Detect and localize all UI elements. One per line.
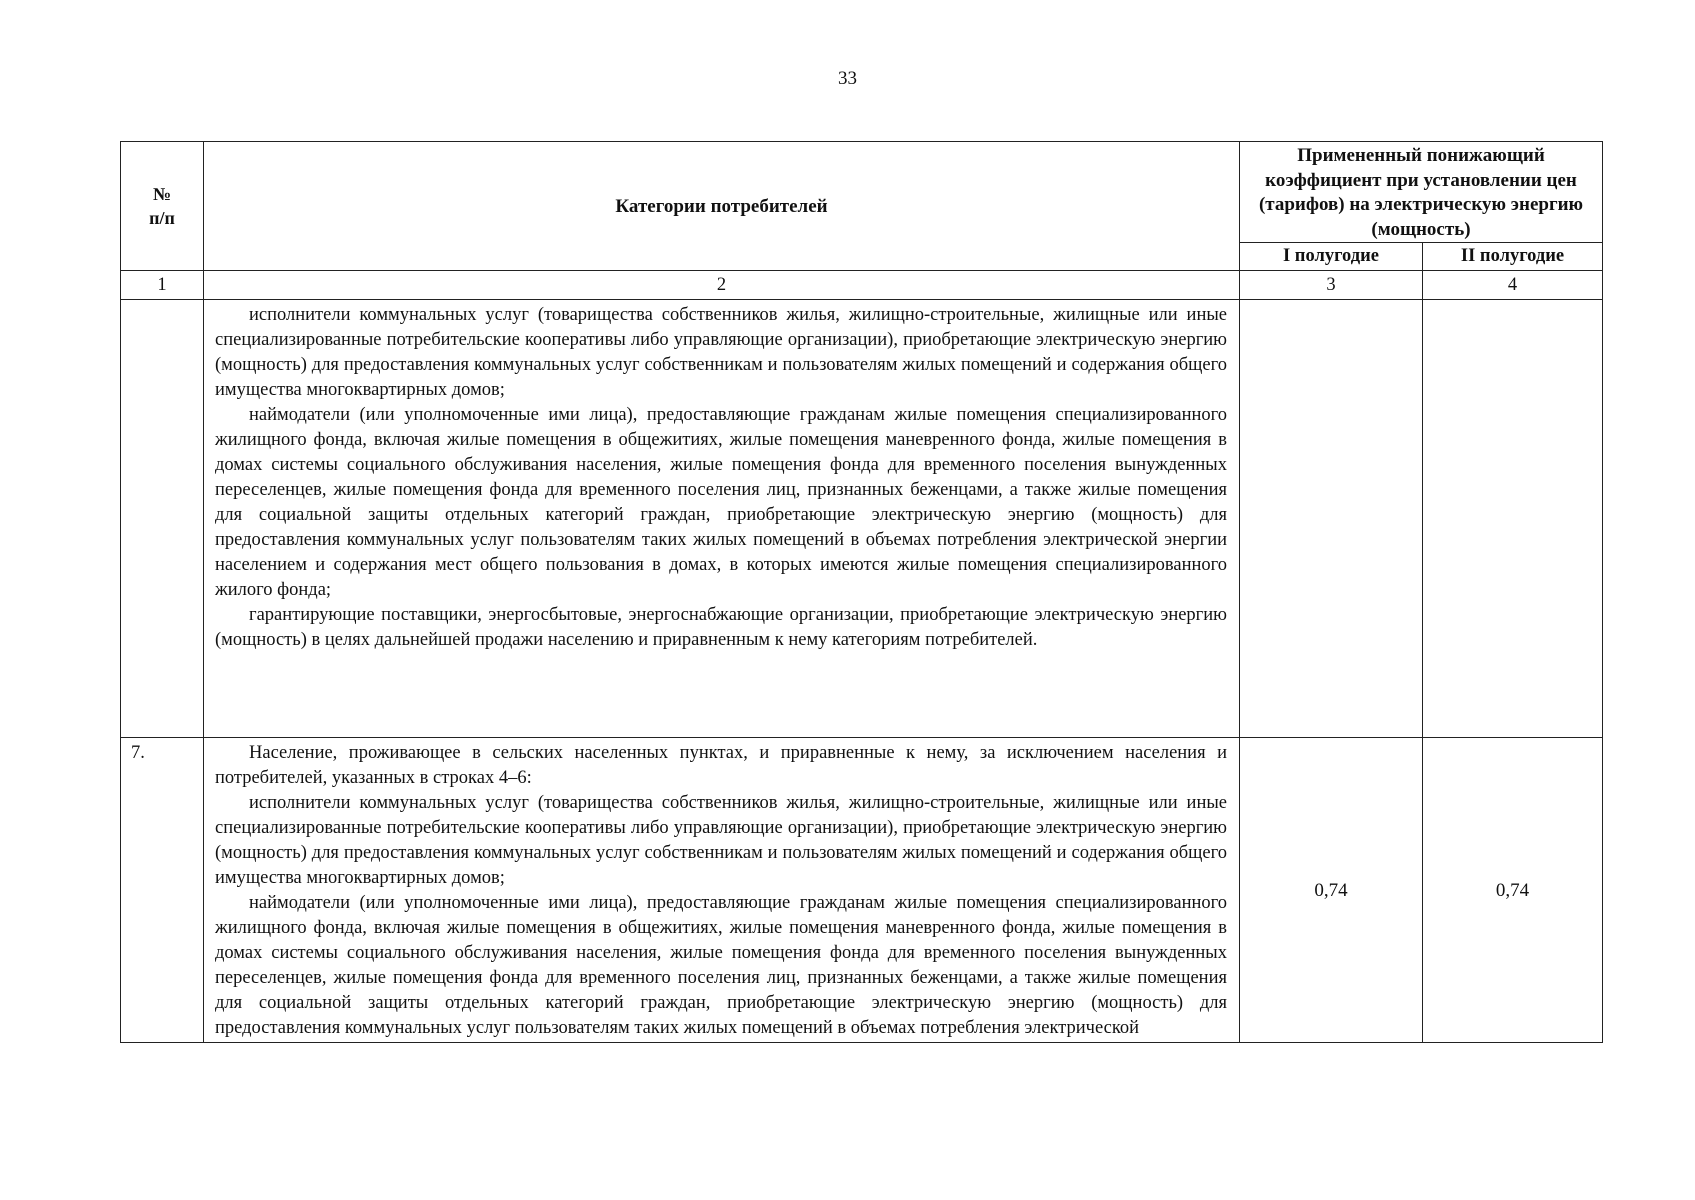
category-cell bbox=[204, 738, 1240, 1043]
column-index: 4 bbox=[1423, 271, 1603, 300]
column-index-row bbox=[121, 271, 1603, 300]
header-number-label: № п/п bbox=[149, 184, 175, 228]
category-cell bbox=[204, 300, 1240, 738]
table-header-row bbox=[121, 142, 1603, 243]
row-number bbox=[121, 300, 204, 738]
half1-value bbox=[1240, 300, 1423, 738]
category-paragraph: наймодатели (или уполномоченные ими лица), предоставляющие гражданам жилые помещения специализированного жилищного фонда, включая жилые помещения в общежитиях, жилые помещения маневренного фонда, жилые помещения в домах системы социального обслуживания населения, жилые помещения фонда для временного поселения вынужденных переселенцев, жилые помещения фонда для временного поселения лиц, признанных беженцами, а также жилые помещения для социальной защиты отдельных категорий граждан, приобретающие электрическую энергию (мощность) для предоставления коммунальных услуг пользователям таких жилых помещений в объемах потребления электрической энергии населением и содержания мест общего пользования в домах, в которых имеются жилые помещения специализированного жилого фонда; bbox=[215, 405, 1227, 600]
half2-value: 0,74 bbox=[1423, 738, 1603, 1043]
category-paragraph: исполнители коммунальных услуг (товарищества собственников жилья, жилищно-строительные, жилищные или иные специализированные потребительские кооперативы либо управляющие организации), приобретающие электрическую энергию (мощность) для предоставления коммунальных услуг собственникам и пользователям жилых помещений и содержания общего имущества многоквартирных домов; bbox=[215, 793, 1227, 888]
tariff-coefficient-table bbox=[120, 141, 1603, 1043]
table-row bbox=[121, 738, 1603, 1043]
category-paragraph: исполнители коммунальных услуг (товарищества собственников жилья, жилищно-строительные, жилищные или иные специализированные потребительские кооперативы либо управляющие организации), приобретающие электрическую энергию (мощность) для предоставления коммунальных услуг собственникам и пользователям жилых помещений и содержания общего имущества многоквартирных домов; bbox=[215, 305, 1227, 400]
header-category: Категории потребителей bbox=[204, 142, 1240, 271]
header-number bbox=[121, 142, 204, 271]
column-index: 1 bbox=[121, 271, 204, 300]
header-half2: II полугодие bbox=[1423, 243, 1603, 271]
header-half1: I полугодие bbox=[1240, 243, 1423, 271]
table-row bbox=[121, 300, 1603, 738]
row-number: 7. bbox=[121, 738, 204, 1043]
category-paragraph: наймодатели (или уполномоченные ими лица), предоставляющие гражданам жилые помещения специализированного жилищного фонда, включая жилые помещения в общежитиях, жилые помещения маневренного фонда, жилые помещения в домах системы социального обслуживания населения, жилые помещения фонда для временного поселения вынужденных переселенцев, жилые помещения фонда для временного поселения лиц, признанных беженцами, а также жилые помещения для социальной защиты отдельных категорий граждан, приобретающие электрическую энергию (мощность) для предоставления коммунальных услуг пользователям таких жилых помещений в объемах потребления электрической bbox=[215, 893, 1227, 1038]
category-paragraph: гарантирующие поставщики, энергосбытовые, энергоснабжающие организации, приобретающие электрическую энергию (мощность) в целях дальнейшей продажи населению и приравненным к нему категориям потребителей. bbox=[215, 605, 1227, 650]
category-paragraph: Население, проживающее в сельских населенных пунктах, и приравненные к нему, за исключением населения и потребителей, указанных в строках 4–6: bbox=[215, 743, 1227, 788]
half1-value: 0,74 bbox=[1240, 738, 1423, 1043]
half2-value bbox=[1423, 300, 1603, 738]
header-coefficient: Примененный понижающий коэффициент при установлении цен (тарифов) на электрическую энергию (мощность) bbox=[1240, 142, 1603, 243]
column-index: 2 bbox=[204, 271, 1240, 300]
column-index: 3 bbox=[1240, 271, 1423, 300]
page-number: 33 bbox=[838, 68, 857, 89]
